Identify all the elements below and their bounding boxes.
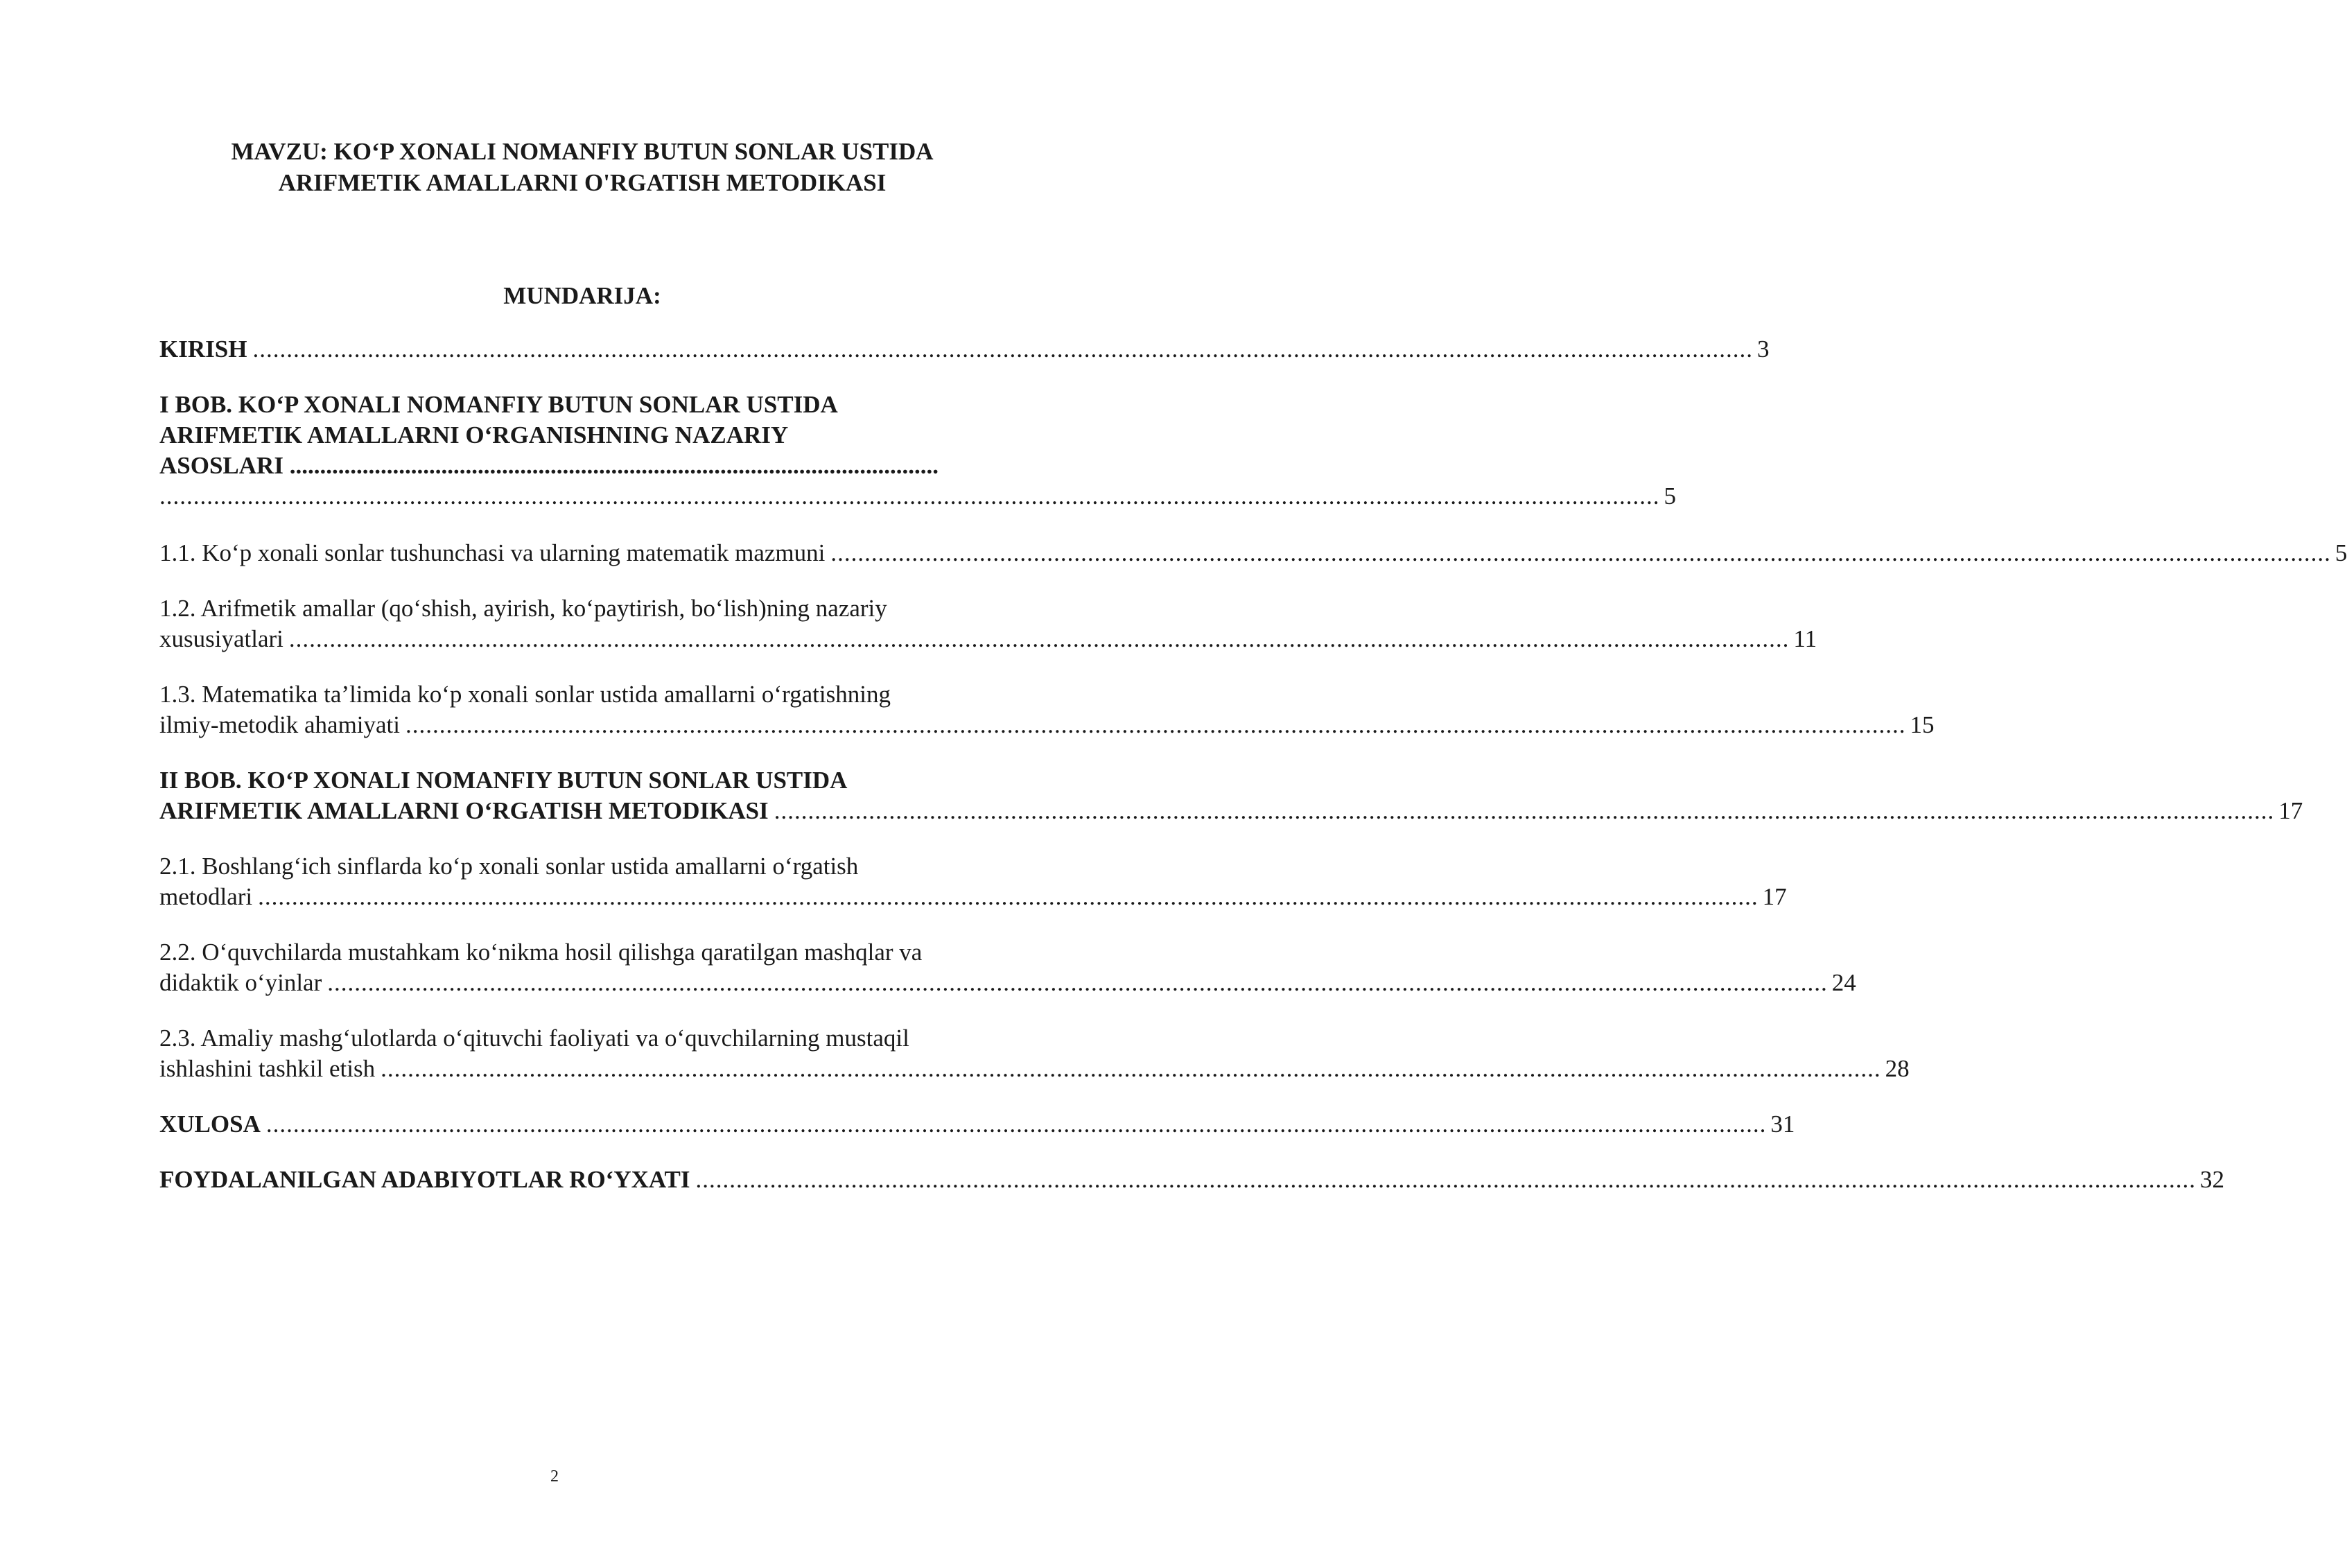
toc-dot-leader: .............................................................................................................................................................................................................................. [381, 1055, 1881, 1082]
toc-dot-leader: .............................................................................................................................................................................................................................. [258, 883, 1759, 910]
toc-entry-title: didaktik o‘yinlar [159, 969, 322, 996]
toc-page-number: 32 [2200, 1166, 2225, 1193]
toc-entry [159, 679, 1935, 740]
toc-dot-leader: .............................................................................................................................................................................................................................. [265, 1110, 1767, 1138]
table-of-contents [159, 334, 2347, 1195]
toc-entry [159, 937, 1856, 998]
toc-dot-leader: .............................................................................................................................................................................................................................. [327, 969, 1828, 996]
toc-dot-leader: .............................................................................................................................................................................................................................. [405, 711, 1906, 738]
toc-entry [159, 1023, 1910, 1084]
toc-entry-title: ilmiy-metodik ahamiyati [159, 711, 401, 738]
toc-page-number: 24 [1831, 969, 1856, 996]
toc-page-number: 5 [1664, 482, 1676, 509]
toc-page-number: 3 [1756, 336, 1770, 363]
toc-entry-line: ASOSLARI ........................................................................................................... [159, 452, 939, 479]
title-line-1: MAVZU: KO‘P XONALI NOMANFIY BUTUN SONLAR USTIDA [231, 138, 934, 165]
toc-entry [159, 390, 1676, 512]
toc-entry-title: metodlari [159, 883, 253, 910]
title-line-2: ARIFMETIK AMALLARNI O'RGATISH METODIKASI [278, 169, 887, 196]
toc-dot-leader: .............................................................................................................................................................................................................................. [252, 336, 1753, 363]
toc-entry-line: 2.3. Amaliy mashg‘ulotlarda o‘qituvchi faoliyati va o‘quvchilarning mustaqil [159, 1025, 909, 1052]
toc-dot-leader: .............................................................................................................................................................................................................................. [774, 797, 2275, 824]
toc-entry-title: KIRISH [159, 336, 247, 363]
toc-entry [159, 1165, 2225, 1195]
toc-page-number: 31 [1770, 1110, 1795, 1138]
toc-entry-line: 1.3. Matematika ta’limida ko‘p xonali sonlar ustida amallarni o‘rgatishning [159, 681, 891, 708]
toc-entry-title: ARIFMETIK AMALLARNI O‘RGATISH METODIKASI [159, 797, 769, 824]
toc-page-number: 15 [1910, 711, 1935, 738]
toc-dot-leader: .............................................................................................................................................................................................................................. [288, 625, 1790, 652]
toc-page-number: 17 [1762, 883, 1787, 910]
toc-entry-line: ARIFMETIK AMALLARNI O‘RGANISHNING NAZARIY [159, 421, 789, 448]
toc-dot-leader: .............................................................................................................................................................................................................................. [830, 539, 2331, 566]
toc-page-number: 17 [2278, 797, 2303, 824]
toc-dot-leader: .............................................................................................................................................................................................................................. [695, 1166, 2197, 1193]
toc-dot-leader: .............................................................................................................................................................................................................................. [159, 482, 1660, 509]
document-title [159, 136, 1005, 198]
toc-entry-title: FOYDALANILGAN ADABIYOTLAR RO‘YXATI [159, 1166, 690, 1193]
toc-entry-title: xususiyatlari [159, 625, 283, 652]
toc-entry-line: 2.2. O‘quvchilarda mustahkam ko‘nikma hosil qilishga qaratilgan mashqlar va [159, 939, 923, 966]
toc-entry-title: ishlashini tashkil etish [159, 1055, 376, 1082]
toc-entry [159, 334, 1770, 365]
toc-entry [159, 851, 1787, 912]
toc-page-number: 11 [1793, 625, 1817, 652]
toc-entry-line: I BOB. KO‘P XONALI NOMANFIY BUTUN SONLAR USTIDA [159, 391, 838, 418]
toc-entry [159, 593, 1817, 654]
toc-page-number: 28 [1885, 1055, 1910, 1082]
toc-page-number: 5 [2335, 539, 2347, 566]
toc-entry-line: II BOB. KO‘P XONALI NOMANFIY BUTUN SONLAR USTIDA [159, 767, 848, 794]
toc-entry [159, 538, 2347, 568]
toc-entry-line: 1.2. Arifmetik amallar (qo‘shish, ayirish, ko‘paytirish, bo‘lish)ning nazariy [159, 595, 887, 622]
toc-entry-title: XULOSA [159, 1110, 261, 1138]
page-number: 2 [550, 1467, 559, 1486]
toc-entry [159, 765, 2303, 826]
toc-entry-title: 1.1. Ko‘p xonali sonlar tushunchasi va ularning matematik mazmuni [159, 539, 826, 566]
toc-entry-line: 2.1. Boshlang‘ich sinflarda ko‘p xonali sonlar ustida amallarni o‘rgatish [159, 853, 859, 880]
toc-entry [159, 1109, 1795, 1140]
contents-heading: MUNDARIJA: [503, 282, 661, 309]
